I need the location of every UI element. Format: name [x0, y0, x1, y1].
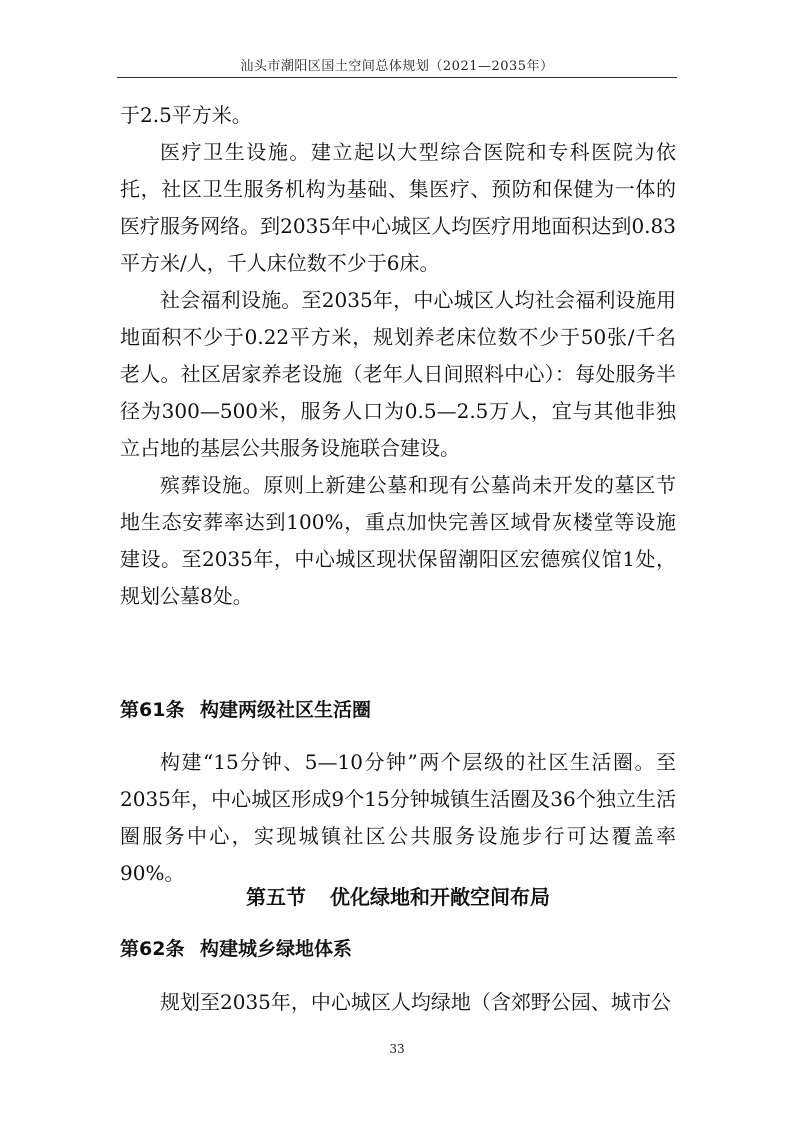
body-block-2 [120, 744, 676, 892]
article-61-title: 构建两级社区生活圈 [200, 699, 372, 721]
paragraph-continuation: 于2.5平方米。 [120, 103, 252, 127]
paragraph-medical-facilities: 医疗卫生设施。建立起以大型综合医院和专科医院为依托，社区卫生服务机构为基础、集医疗、预防和保健为一体的医疗服务网络。到2035年中心城区人均医疗用地面积达到0.83平方米/人，千人床位数不少于6床。 [120, 140, 676, 275]
section-5-title: 优化绿地和开敞空间布局 [330, 885, 550, 909]
article-62-title: 构建城乡绿地体系 [200, 938, 353, 960]
section-5-heading [120, 883, 676, 911]
paragraph-social-welfare: 社会福利设施。至2035年，中心城区人均社会福利设施用地面积不少于0.22平方米，规划养老床位数不少于50张/千名老人。社区居家养老设施（老年人日间照料中心）：每处服务半径为300—500米，服务人口为0.5—2.5万人，宜与其他非独立占地的基层公共服务设施联合建设。 [120, 288, 676, 460]
body-block-3 [120, 984, 676, 1021]
article-61-heading [120, 697, 676, 723]
article-62-number: 第62条 [120, 938, 185, 960]
body-block-1 [120, 97, 676, 615]
paragraph-funeral-facilities: 殡葬设施。原则上新建公墓和现有公墓尚未开发的墓区节地生态安葬率达到100%，重点加快完善区域骨灰楼堂等设施建设。至2035年，中心城区现状保留潮阳区宏德殡仪馆1处，规划公墓8处。 [120, 473, 676, 608]
paragraph-life-circle: 构建“15分钟、5—10分钟”两个层级的社区生活圈。至2035年，中心城区形成9个15分钟城镇生活圈及36个独立生活圈服务中心，实现城镇社区公共服务设施步行可达覆盖率90%。 [120, 750, 676, 885]
running-header: 汕头市潮阳区国土空间总体规划（2021—2035年） [240, 59, 554, 74]
article-62-heading [120, 936, 676, 962]
article-61-number: 第61条 [120, 699, 185, 721]
section-5-number: 第五节 [246, 885, 306, 909]
header-rule [117, 77, 677, 78]
paragraph-green-space: 规划至2035年，中心城区人均绿地（含郊野公园、城市公 [160, 990, 671, 1014]
page-number: 33 [389, 1042, 405, 1056]
